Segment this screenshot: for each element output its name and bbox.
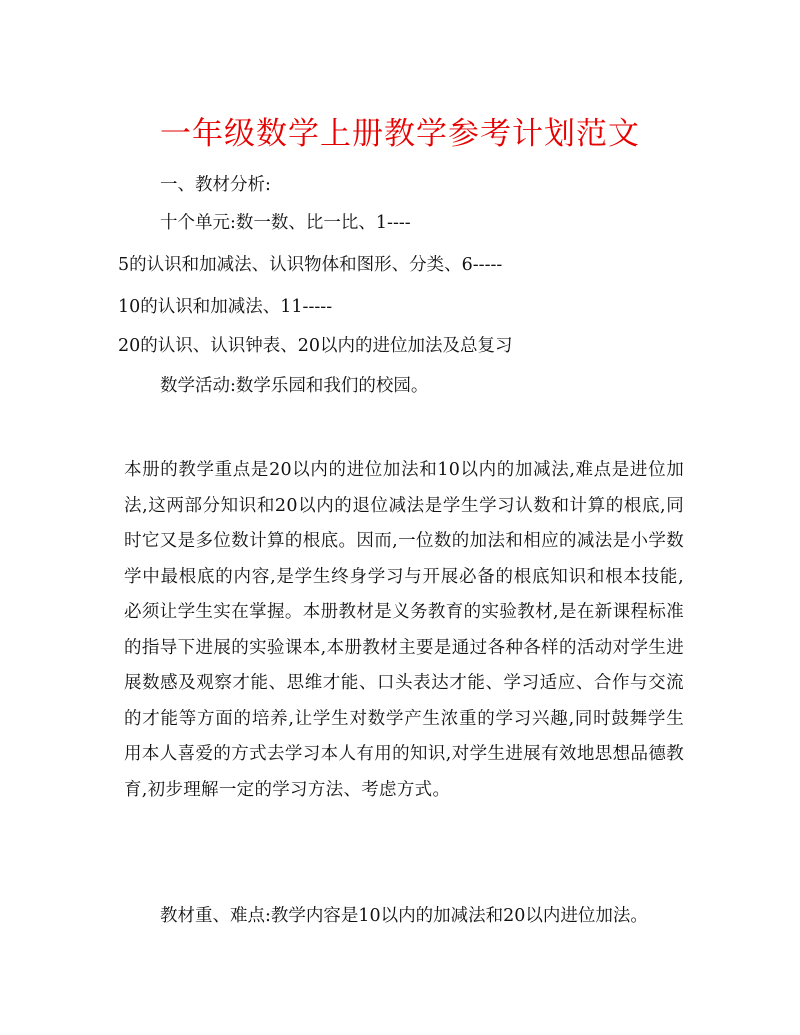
units-line-4: 20的认识、认识钟表、20以内的进位加法及总复习 [118,336,513,356]
activities-line: 数学活动:数学乐园和我们的校园。 [160,376,429,396]
units-line-3: 10的认识和加减法、11----- [118,297,333,317]
document-title: 一年级数学上册教学参考计划范文 [160,116,640,152]
key-points-line: 教材重、难点:教学内容是10以内的加减法和20以内进位加法。 [160,906,648,926]
units-line-1: 十个单元:数一数、比一比、1---- [160,213,411,233]
units-line-2: 5的认识和加减法、认识物体和图形、分类、6----- [118,255,503,275]
main-paragraph: 本册的教学重点是20以内的进位加法和10以内的加减法,难点是进位加法,这两部分知识和20以内的退位减法是学生学习认数和计算的根底,同时它又是多位数计算的根底。因而,一位数的加法和相应的减法是小学数学中最根底的内容,是学生终身学习与开展必备的根底知识和根本技能,必须让学生实在掌握。本册教材是义务教育的实验教材,是在新课程标准的指导下进展的实验课本,本册教材主要是通过各种各样的活动对学生进展数感及观察才能、思维才能、口头表达才能、学习适应、合作与交流的才能等方面的培养,让学生对数学产生浓重的学习兴趣,同时鼓舞学生用本人喜爱的方式去学习本人有用的知识,对学生进展有效地思想品德教育,初步理解一定的学习方法、考虑方式。 [124,460,684,800]
section-heading: 一、教材分析: [160,175,271,195]
